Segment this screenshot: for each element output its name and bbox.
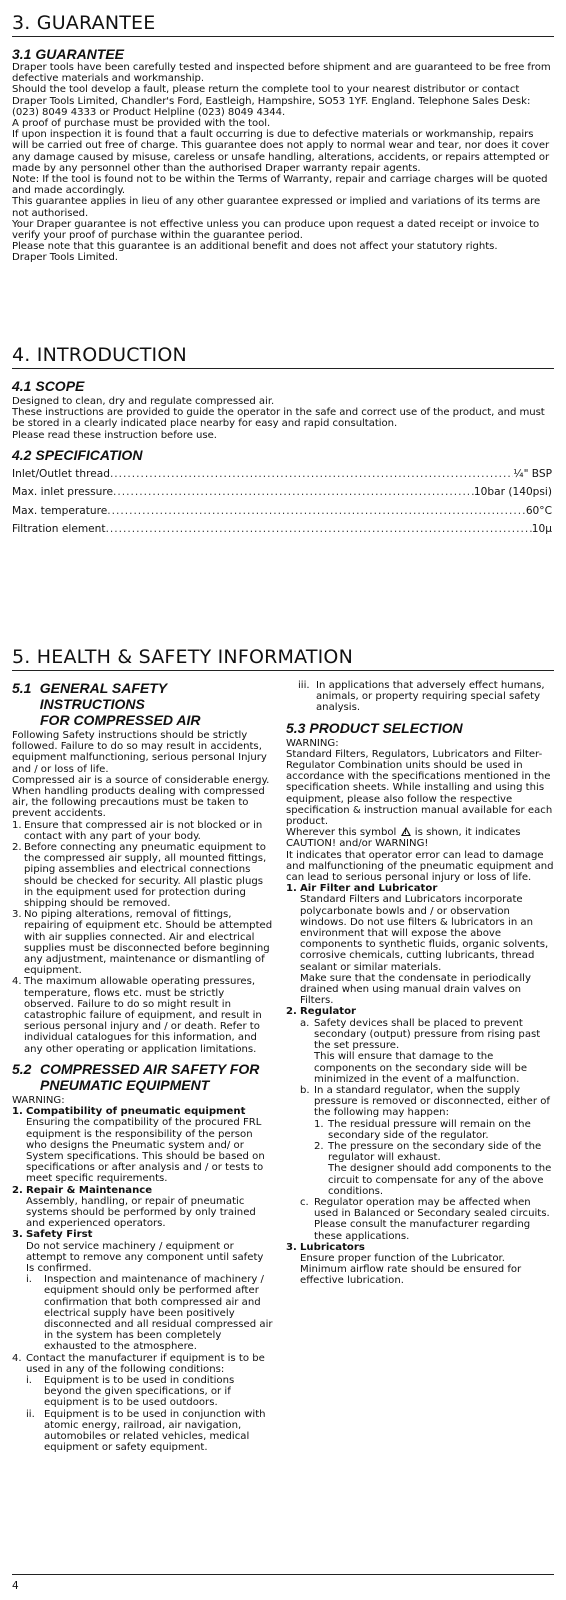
- list-item: 2. Regulator a. Safety devices shall be placed to prevent secondary (output) pressure from rising past the set pressure. This will ensure that damage to the components on the secondary side will be minimized in the event of a malfunction. b. In a standard regulator, when the supply pressure is removed or disconnected, either of the following may happen: 1. The residual pressure will remain on the secondary side of the regulator. 2. The pressure on the secondary side of the regulator will exhaust. The designer should add components to the circuit to compensate for any of the above conditions. c. Regulator operation may be affected when used in Balanced or Secondary sealed circuits. Please consult the manufacturer regarding these applications.: [286, 1006, 552, 1242]
- paragraph: Following Safety instructions should be strictly followed. Failure to do so may result in accidents, equipment malfunctioning, serious personal Injury and / or loss of life.: [12, 730, 267, 775]
- spec-row: [12, 483, 552, 502]
- paragraph: Designed to clean, dry and regulate compressed air.: [12, 396, 275, 407]
- section-4-heading: 4. INTRODUCTION: [12, 344, 554, 369]
- spec-label: Max. temperature: [12, 504, 108, 517]
- paragraph: Compressed air is a source of considerable energy. When handling products dealing with compressed air, the following precautions must be taken to prevent accidents.: [12, 774, 270, 820]
- section-5-heading: 5. HEALTH & SAFETY INFORMATION: [12, 646, 554, 671]
- list-item: 2. Repair & Maintenance Assembly, handling, or repair of pneumatic systems should be performed by only trained and experienced operators.: [12, 1184, 256, 1230]
- paragraph: Should the tool develop a fault, please return the complete tool to your nearest distributor or contact Draper Tools Limited, Chandler's Ford, Eastleigh, Hampshire, SO53 1YF. England. Telephone Sales Desk: (023) 8049 4333 or Product Helpline (023) 8049 4344.: [12, 84, 531, 118]
- list-item: 3. Lubricators Ensure proper function of the Lubricator. Minimum airflow rate should be ensured for effective lubrication.: [286, 1241, 522, 1287]
- spec-row: [12, 520, 552, 539]
- paragraph: This guarantee applies in lieu of any other guarantee expressed or implied and variations of its terms are not authorised.: [12, 196, 541, 219]
- guarantee-text: [12, 62, 552, 264]
- list-item: 3. Safety First Do not service machinery / equipment or attempt to remove any component until safety Is confirmed. i. Inspection and maintenance of machinery / equipment should only be performed after confirmation that both compressed air and electrical supply have been positively disconnected and all residual compressed air in the system has been completely exhausted to the atmosphere.: [12, 1229, 273, 1353]
- subheading-number: 5.1: [12, 680, 32, 696]
- spec-row: [12, 465, 552, 484]
- list-item: 1. Compatibility of pneumatic equipment Ensuring the compatibility of the procured FRL equipment is the responsibility of the person who designs the Pneumatic system and/ or System specifications. This should be based on specifications or after analysis and / or tests to meet specific requirements.: [12, 1106, 265, 1185]
- paragraph: Draper Tools Limited.: [12, 252, 118, 264]
- section-4-body: [12, 378, 552, 539]
- spec-table: [12, 465, 552, 539]
- paragraph: It indicates that operator error can lead to damage and malfunctioning of the pneumatic equipment and can lead to serious personal injury or loss of life.: [286, 849, 554, 884]
- warning-label: WARNING:: [286, 737, 339, 749]
- compressed-air-subheading: [12, 1061, 274, 1093]
- list-item: 4. Contact the manufacturer if equipment is to be used in any of the following conditions: i. Equipment is to be used in conditions beyond the given specifications, or if equipment is to be used outdoors. ii. Equipment is to be used in conjunction with atomic energy, railroad, air navigation, automobiles or related vehicles, medical equipment or safety equipment.: [12, 1352, 266, 1454]
- spec-value: ¼" BSP: [513, 467, 552, 480]
- paragraph: Note: If the tool is found not to be within the Terms of Warranty, repair and carriage charges will be quoted and made accordingly.: [12, 174, 548, 197]
- paragraph: Wherever this symbol ! is shown, it indicates CAUTION! and/or WARNING!: [286, 827, 554, 849]
- spec-value: 10bar (140psi): [473, 486, 552, 499]
- spec-label: Inlet/Outlet thread: [12, 467, 110, 480]
- spec-value: 60°C: [525, 504, 552, 517]
- list-item: iii. In applications that adversely effect humans, animals, or property requiring special safety analysis.: [298, 680, 545, 714]
- spec-value: 10µ: [531, 523, 552, 536]
- subheading-line: GENERAL SAFETY INSTRUCTIONS: [39, 680, 167, 712]
- section-3-body: [12, 46, 552, 264]
- spec-label: Max. inlet pressure: [12, 486, 114, 499]
- list-item: 1. Air Filter and Lubricator Standard Filters and Lubricators incorporate polycarbonate bowls and / or observation windows. Do not use filters & lubricators in an environment that will expose the above components to synthetic fluids, organic solvents, corrosive chemicals, cutting lubricants, thread sealant or similar materials. Make sure that the condensate in periodically drained when using manual drain valves on Filters.: [286, 883, 549, 1007]
- product-selection-subheading: 5.3 PRODUCT SELECTION: [286, 719, 463, 736]
- list-item: 4. The maximum allowable operating pressures, temperature, flows etc. must be strictly observed. Failure to do so might result in catastrophic failure of equipment, and result in serious personal injury and / or death. Refer to individual catalogues for this information, and any other operating or application limitations.: [12, 976, 262, 1055]
- general-safety-subheading: [12, 680, 274, 728]
- spec-row: [12, 502, 552, 521]
- list-item: 2. Before connecting any pneumatic equipment to the compressed air supply, all mounted fittings, piping assemblies and electrical connections should be checked for security. All plastic plugs in the equipment used for protection during shipping should be removed.: [12, 842, 267, 910]
- specification-subheading: 4.2 SPECIFICATION: [12, 446, 143, 463]
- scope-subheading: 4.1 SCOPE: [12, 378, 85, 394]
- page-number: 4: [12, 1580, 19, 1592]
- subheading-line: PNEUMATIC EQUIPMENT: [40, 1076, 210, 1093]
- paragraph: A proof of purchase must be provided with the tool.: [12, 118, 271, 130]
- paragraph: If upon inspection it is found that a fault occurring is due to defective materials or workmanship, repairs will be carried out free of charge. This guarantee does not apply to normal wear and tear, nor does it cover any damage caused by misuse, careless or unsafe handling, alterations, accidents, or repairs attempted or made by any personnel other than the authorised Draper warranty repair agents.: [12, 129, 550, 174]
- list-item: 1. Ensure that compressed air is not blocked or in contact with any part of your body.: [12, 819, 263, 842]
- paragraph: Draper tools have been carefully tested and inspected before shipment and are guaranteed to be free from defective materials and workmanship.: [12, 62, 551, 85]
- subheading-line: COMPRESSED AIR SAFETY FOR: [40, 1060, 260, 1077]
- warning-label: WARNING:: [12, 1094, 65, 1106]
- right-column: [286, 680, 554, 1287]
- paragraph: These instructions are provided to guide the operator in the safe and correct use of the product, and must be stored in a clearly indicated place nearby for easy and rapid consultation.: [12, 407, 545, 430]
- footer-rule: [12, 1574, 554, 1575]
- paragraph: Please read these instruction before use.: [12, 429, 217, 441]
- guarantee-subheading: 3.1 GUARANTEE: [12, 46, 125, 62]
- subheading-line: FOR COMPRESSED AIR: [40, 712, 201, 728]
- paragraph: Please note that this guarantee is an additional benefit and does not affect your statutory rights.: [12, 241, 498, 253]
- subheading-number: 5.2: [12, 1060, 32, 1077]
- left-column: [12, 680, 274, 1453]
- warning-triangle-icon: [401, 827, 411, 836]
- paragraph: Your Draper guarantee is not effective unless you can produce upon request a dated receipt or invoice to verify your proof of purchase within the guarantee period.: [12, 218, 540, 242]
- paragraph: Standard Filters, Regulators, Lubricators and Filter- Regulator Combination units should be used in accordance with the specifications mentioned in the specification sheets. While installing and using this equipment, please also follow the respective specification & instruction manual available for each product.: [286, 748, 553, 828]
- list-item: 3. No piping alterations, removal of fittings, repairing of equipment etc. Should be attempted with air supplies connected. Air and electrical supplies must be disconnected before beginning any adjustment, maintenance or dismantling of equipment.: [12, 909, 273, 977]
- spec-label: Filtration element: [12, 523, 106, 536]
- section-3-heading: 3. GUARANTEE: [12, 12, 554, 37]
